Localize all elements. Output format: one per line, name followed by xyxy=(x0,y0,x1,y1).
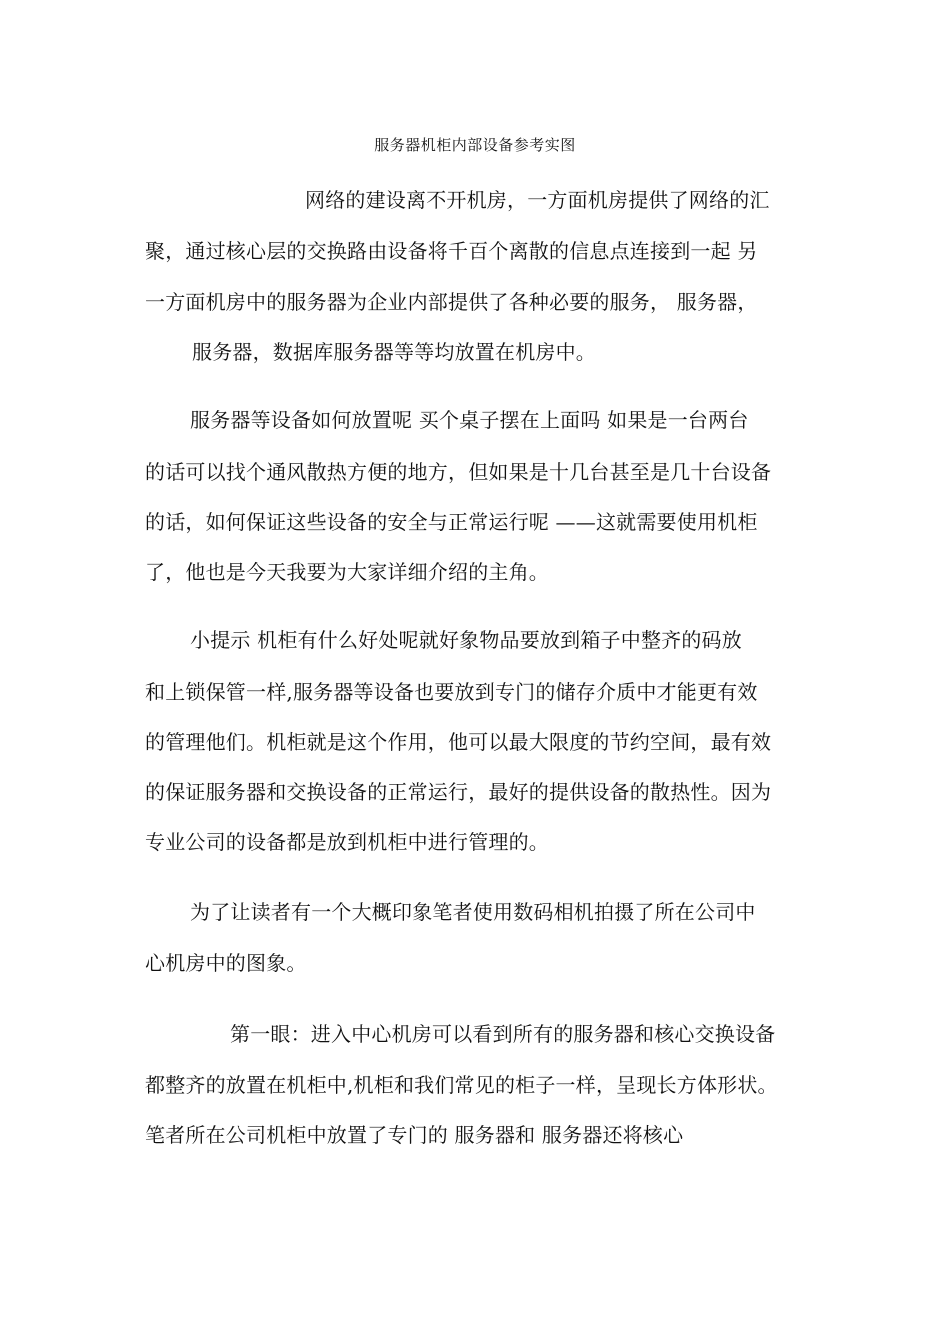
paragraph-line: 的话，如何保证这些设备的安全与正常运行呢 ——这就需要使用机柜 xyxy=(145,510,758,534)
paragraph-line: 了，他也是今天我要为大家详细介绍的主角。 xyxy=(145,560,549,584)
paragraph-line: 的话可以找个通风散热方便的地方，但如果是十几台甚至是几十台设备 xyxy=(145,460,772,484)
paragraph-line: 服务器等设备如何放置呢 买个桌子摆在上面吗 如果是一台两台 xyxy=(190,408,749,432)
paragraph-line: 网络的建设离不开机房，一方面机房提供了网络的汇 xyxy=(305,188,770,212)
paragraph-line: 一方面机房中的服务器为企业内部提供了各种必要的服务， 服务器， xyxy=(145,290,758,314)
paragraph-line: 的保证服务器和交换设备的正常运行，最好的提供设备的散热性。因为 xyxy=(145,780,772,804)
paragraph-line: 笔者所在公司机柜中放置了专门的 服务器和 服务器还将核心 xyxy=(145,1123,684,1147)
paragraph-line: 专业公司的设备都是放到机柜中进行管理的。 xyxy=(145,830,549,854)
document-title: 服务器机柜内部设备参考实图 xyxy=(374,136,576,154)
paragraph-line: 的管理他们。机柜就是这个作用，他可以最大限度的节约空间，最有效 xyxy=(145,730,772,754)
paragraph-line: 服务器，数据库服务器等等均放置在机房中。 xyxy=(192,340,596,364)
paragraph-line: 为了让读者有一个大概印象笔者使用数码相机拍摄了所在公司中 xyxy=(190,900,756,924)
paragraph-line: 第一眼：进入中心机房可以看到所有的服务器和核心交换设备 xyxy=(230,1022,776,1046)
paragraph-line: 都整齐的放置在机柜中,机柜和我们常见的柜子一样，呈现长方体形状。 xyxy=(145,1073,778,1097)
paragraph-line: 聚，通过核心层的交换路由设备将千百个离散的信息点连接到一起 另 xyxy=(145,239,758,263)
paragraph-line: 心机房中的图象。 xyxy=(145,951,307,975)
paragraph-line: 和上锁保管一样,服务器等设备也要放到专门的储存介质中才能更有效 xyxy=(145,680,758,704)
paragraph-line: 小提示 机柜有什么好处呢就好象物品要放到箱子中整齐的码放 xyxy=(190,628,742,652)
